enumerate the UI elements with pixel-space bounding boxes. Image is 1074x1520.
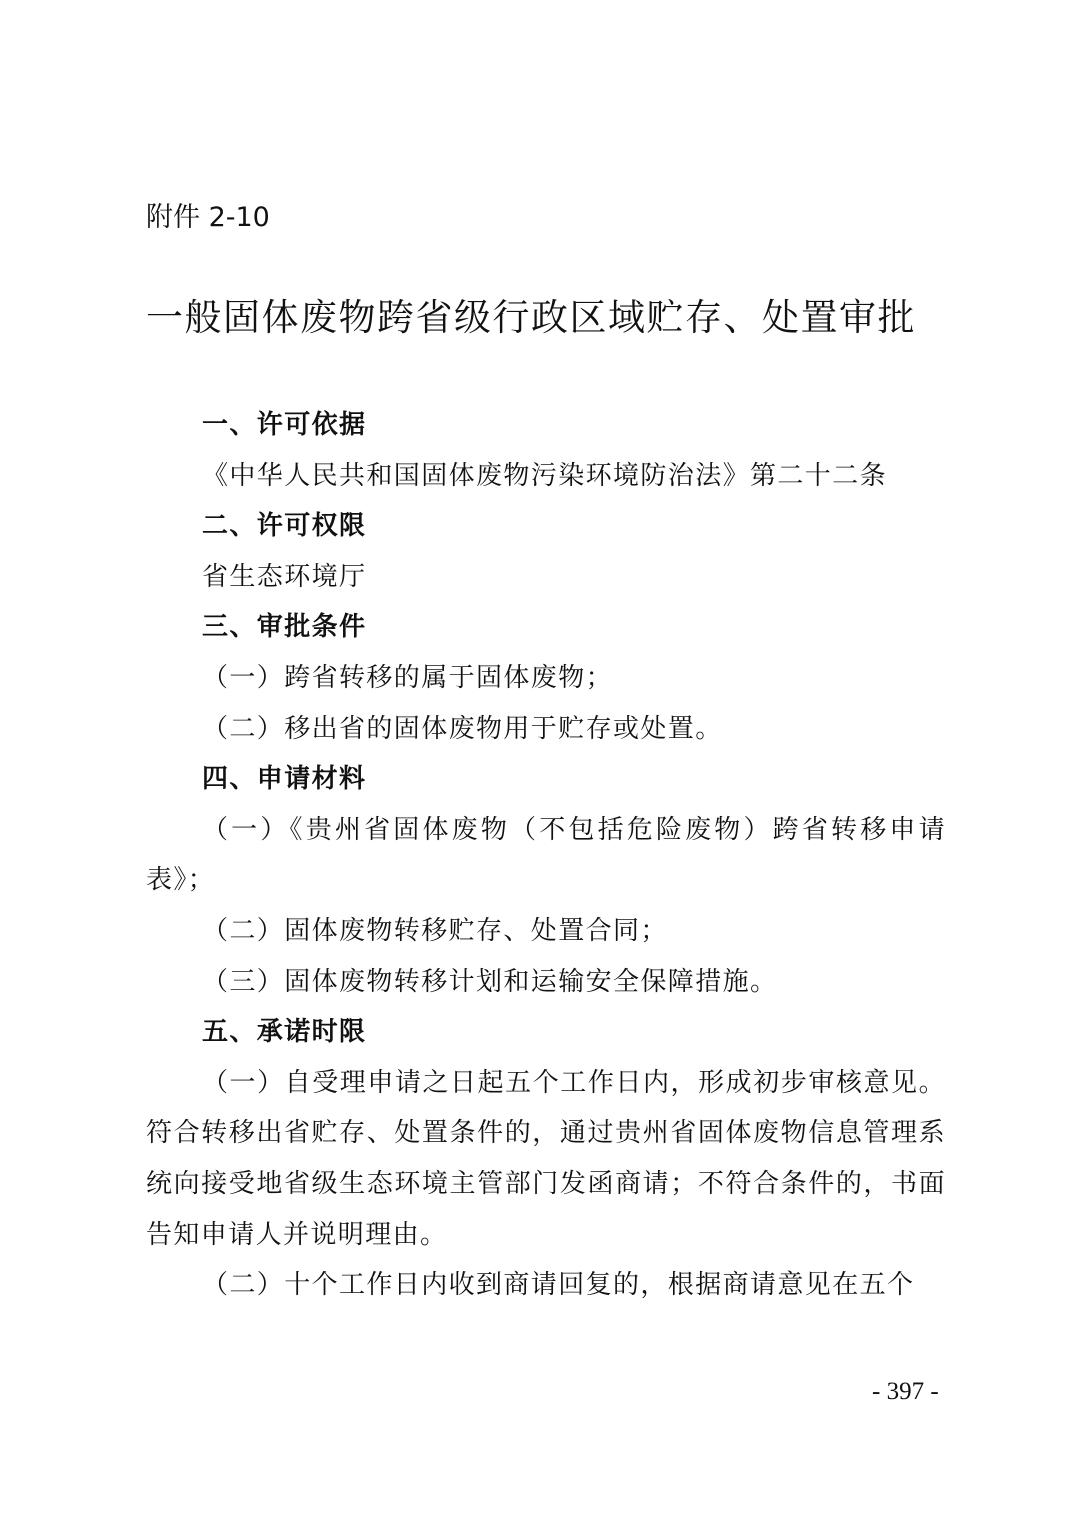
paragraph-material-1: （一）《贵州省固体废物（不包括危险废物）跨省转移申请表》； [146, 814, 946, 896]
section-heading-conditions: 三、审批条件 [202, 612, 367, 643]
paragraph-condition-1: （一）跨省转移的属于固体废物； [202, 662, 614, 693]
paragraph-authority: 省生态环境厅 [202, 561, 367, 592]
paragraph-material-3: （三）固体废物转移计划和运输安全保障措施。 [202, 966, 778, 997]
page-number: - 397 - [872, 1378, 939, 1405]
paragraph-time-limit-1: （一）自受理申请之日起五个工作日内，形成初步审核意见。符合转移出省贮存、处置条件的，通过贵州省固体废物信息管理系统向接受地省级生态环境主管部门发函商请；不符合条件的，书面告知申请人并说明理由。 [146, 1067, 946, 1250]
section-heading-authority: 二、许可权限 [202, 511, 367, 542]
paragraph-condition-2: （二）移出省的固体废物用于贮存或处置。 [202, 713, 723, 744]
paragraph-material-2: （二）固体废物转移贮存、处置合同； [202, 915, 668, 946]
paragraph-basis-law: 《中华人民共和国固体废物污染环境防治法》第二十二条 [202, 460, 888, 491]
paragraph-time-limit-2: （二）十个工作日内收到商请回复的，根据商请意见在五个 [202, 1270, 915, 1301]
attachment-label: 附件 2-10 [146, 202, 270, 233]
document-body [146, 400, 946, 1311]
section-heading-basis: 一、许可依据 [202, 410, 367, 440]
document-title: 一般固体废物跨省级行政区域贮存、处置审批 [146, 296, 916, 339]
section-heading-materials: 四、申请材料 [202, 764, 367, 795]
section-heading-time-limit: 五、承诺时限 [202, 1017, 367, 1048]
